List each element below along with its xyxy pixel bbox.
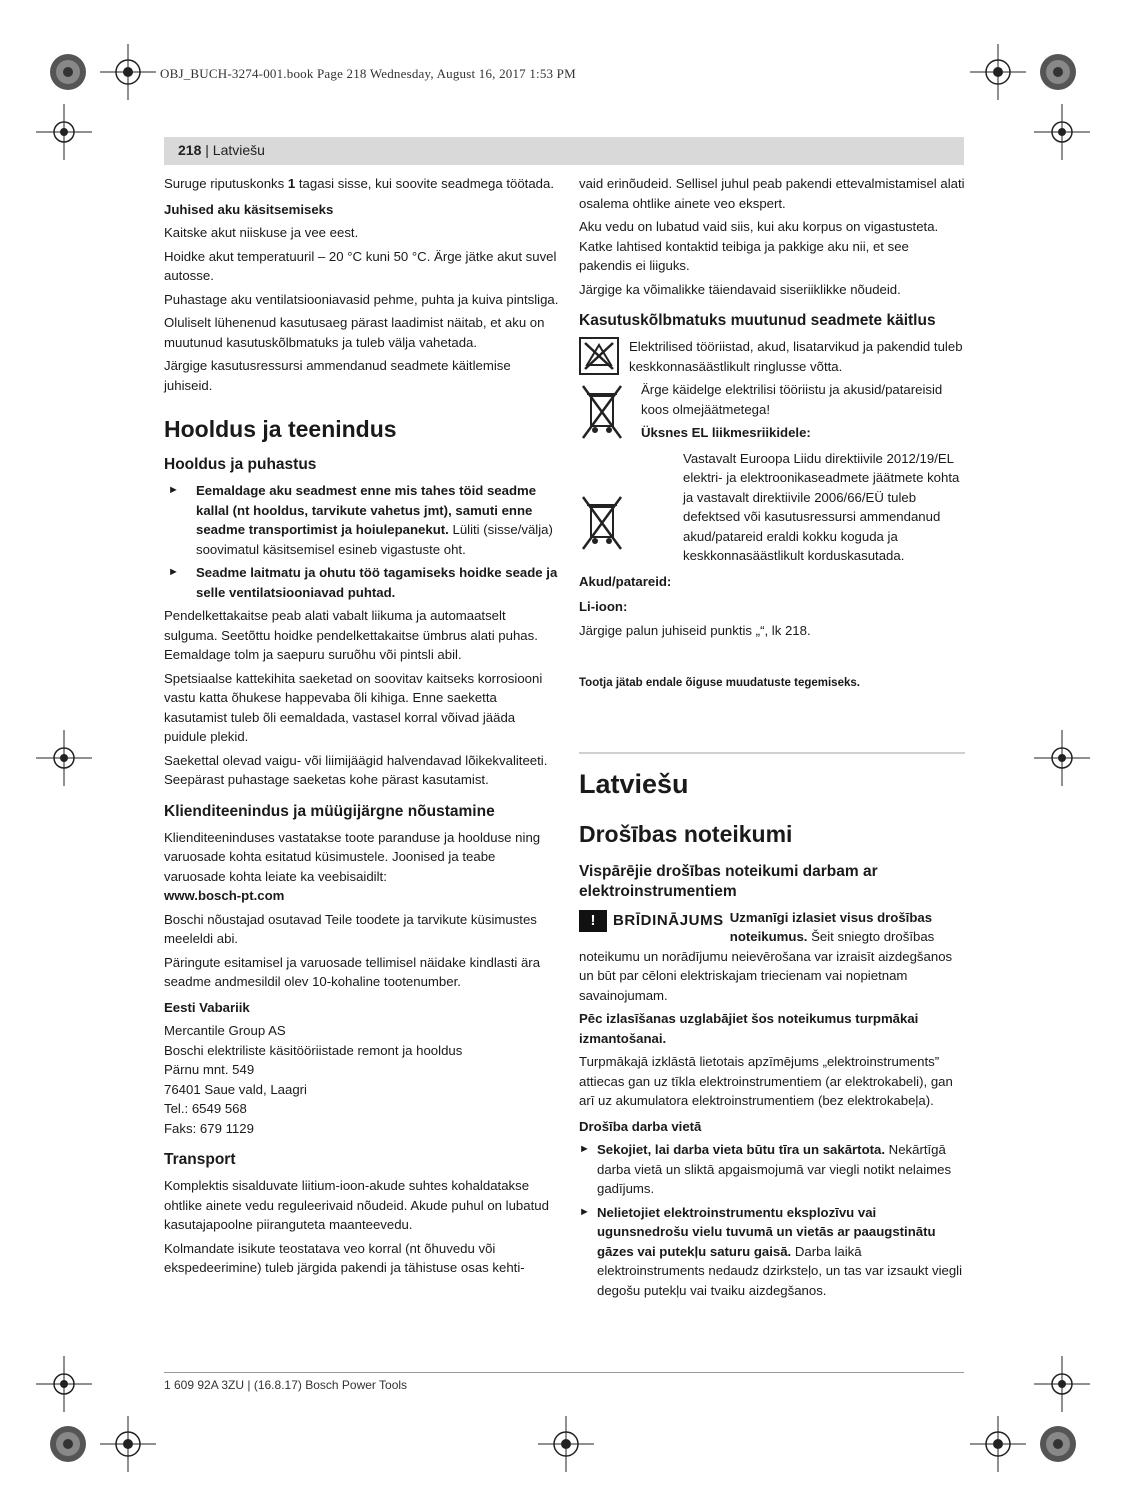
registration-mark-icon [36, 104, 92, 160]
footer: 1 609 92A 3ZU | (16.8.17) Bosch Power Tools [164, 1378, 408, 1392]
paragraph: vaid erinõudeid. Sellisel juhul peab pakendi ettevalmistamisel alati osalema ohtlike ainete veo ekspert. [579, 176, 965, 211]
registration-mark-icon [44, 48, 92, 96]
page-number: 218 [178, 142, 202, 158]
disposal-recycle: Elektrilised tööriistad, akud, lisatarvikud ja pakendid tuleb keskkonnasäästlikult ringlusse võtta. [579, 337, 965, 376]
right-column [579, 174, 965, 1304]
registration-mark-icon [1034, 104, 1090, 160]
paragraph: Saekettal olevad vaigu- või liimijäägid halvendavad lõikekvaliteeti. Seepärast puhastage saeketas kohe pärast kasutamist. [164, 752, 548, 787]
registration-mark-icon [970, 1416, 1026, 1472]
left-column [164, 174, 560, 1282]
paragraph: Boschi nõustajad osutavad Teile toodete ja tarvikute küsimustes meeleldi abi. [164, 911, 537, 946]
registration-mark-icon [970, 44, 1026, 100]
paragraph: Pēc izlasīšanas uzglabājiet šos noteikumus turpmākai izmantošanai. [579, 1011, 919, 1046]
header-text: 218 | Latviešu [178, 142, 265, 158]
disposal-bin: Ärge käidelge elektrilisi tööriistu ja akusid/patareisid koos olmejäätmetega! Üksnes EL liikmesriikidele: [579, 380, 965, 443]
registration-mark-icon [100, 44, 156, 100]
heading-workplace: Drošība darba vietā [579, 1118, 702, 1134]
heading-akud: Akud/patareid: [579, 573, 672, 589]
list-item: ► Nelietojiet elektroinstrumentu eksplozīvu vai ugunsnedrošu vielu tuvumā un vietās ar paaugstinātu gāzes vai putekļu saturu gaisā. Darba laikā elektroinstruments nedaudz dzirksteļo, un tas var izsaukt viegli degošu putekļu vai tvaiku aizdegšanos. [579, 1204, 963, 1298]
paragraph: Oluliselt lühenenud kasutusaeg pärast laadimist näitab, et aku on muutunud kasutuskõlbmatuks ja tuleb välja vahetada. [164, 315, 545, 350]
recycle-icon [579, 337, 619, 375]
crossed-bin-icon [579, 493, 625, 553]
paragraph: Aku vedu on lubatud vaid siis, kui aku korpus on vigastusteta. Katke lahtised kontaktid teibiga ja pakkige aku nii, et see pakendis ei liiguks. [579, 219, 939, 273]
registration-mark-icon [1034, 730, 1090, 786]
heading-country: Eesti Vabariik [164, 999, 250, 1015]
paragraph: Komplektis sisalduvate liitium-ioon-akude suhtes kohaldatakse ohtlike ainete vedu reguleerivaid nõudeid. Akude puhul on lubatud kasutajapoolne piiranguteta maanteevedu. [164, 1178, 549, 1232]
registration-mark-icon [36, 730, 92, 786]
website-link[interactable]: www.bosch-pt.com [164, 888, 285, 903]
registration-mark-icon [1034, 1356, 1090, 1412]
registration-mark-icon [538, 1416, 594, 1472]
registration-mark-icon [36, 1356, 92, 1412]
disposal-eu: Vastavalt Euroopa Liidu direktiivile 2012/19/EL elektri- ja elektroonikaseadmete jäätmete kohta ja vastavalt direktiivile 2006/66/EÜ tuleb defektsed või kasutusressursi ammendanud akud/patareid eraldi kokku koguda ja keskkonnasäästlikult korduskasutada. [579, 449, 965, 566]
section-rule [579, 752, 965, 754]
paragraph: Puhastage aku ventilatsiooniavasid pehme, puhta ja kuiva pintsliga. [164, 291, 559, 307]
registration-mark-icon [1034, 48, 1082, 96]
print-slug: OBJ_BUCH-3274-001.book Page 218 Wednesday, August 16, 2017 1:53 PM [160, 66, 576, 81]
paragraph: Hoidke akut temperatuuril – 20 °C kuni 50 °C. Ärge jätke akut suvel autosse. [164, 248, 557, 283]
paragraph: Spetsiaalse kattekihita saeketad on soovitav kaitseks korrosiooni vastu katta õhukese happevaba õli kihiga. Enne saeketta kasutamist tuleb õli eemaldada, vastasel korral võivad jääda puidule plekid. [164, 670, 543, 744]
warning-paragraph: ! BRĪDINĀJUMS Uzmanīgi izlasiet visus drošības noteikumus. Šeit sniegto drošības noteikumu un norādījumu neievērošana var izraisīt aizdegšanos un būt par cēloni elektriskajam triecienam vai nopietnam savainojumam. [579, 909, 953, 1003]
heading-safety: Drošības noteikumi [579, 820, 793, 847]
paragraph: Turpmākajā izklāstā lietotais apzīmējums „elektroinstruments” attiecas gan uz tīkla elektroinstrumentiem (ar elektrokabeli), gan arī uz akumulatora elektroinstrumentiem (bez elektrokabeļa). [579, 1054, 953, 1108]
list-item: ► Eemaldage aku seadmest enne mis tahes töid seadme kallal (nt hooldus, tarvikute vahetus jmt), samuti enne seadme transportimist ja hoiulepanekut. Lüliti (sisse/välja) soovimatul käsitsemisel esineb vigastuste oht. [168, 483, 553, 557]
warning-icon: ! [579, 910, 607, 932]
paragraph: Järgige palun juhiseid punktis „“, lk 218. [579, 622, 811, 638]
heading-transport: Transport [164, 1151, 236, 1168]
heading-liion: Li-ioon: [579, 599, 628, 614]
paragraph: Pendelkettakaitse peab alati vabalt liikuma ja automaatselt sulguma. Seetõttu hoidke pendelkettakaitse ümbrus alati puhas. Eemaldage tolm ja saepuru suruõhu või pintsli abil. [164, 608, 538, 662]
registration-mark-icon [44, 1420, 92, 1468]
paragraph: Klienditeeninduses vastatakse toote paranduse ja hoolduse ning varuosade kohta esitatud küsimustele. Joonised ja teabe varuosade kohta leiate ka veebisaidilt: www.bosch-pt.com [164, 829, 541, 903]
reserve-note: Tootja jätab endale õiguse muudatuste tegemiseks. [579, 677, 860, 689]
paragraph: Kaitske akut niiskuse ja vee eest. [164, 225, 359, 240]
footer-rule [164, 1372, 964, 1373]
list-item: ► Sekojiet, lai darba vieta būtu tīra un sakārtota. Nekārtīgā darba vietā un sliktā apgaismojumā var viegli notikt nelaimes gadījums. [579, 1142, 952, 1196]
warning-label: ! BRĪDINĀJUMS [579, 910, 724, 932]
paragraph: Päringute esitamisel ja varuosade tellimisel näidake kindlasti ära seadme andmesildil olev 10-kohaline tootenumber. [164, 954, 541, 989]
heading-clean: Hooldus ja puhastus [164, 456, 317, 473]
heading-battery: Juhised aku käsitsemiseks [164, 201, 334, 217]
language-title: Latviešu [579, 768, 689, 799]
heading-disposal: Kasutuskõlbmatuks muutunud seadmete käitlus [579, 312, 936, 329]
page-header [164, 137, 964, 165]
heading-customer: Klienditeenindus ja müügijärgne nõustamine [164, 802, 495, 820]
paragraph: Suruge riputuskonks 1 tagasi sisse, kui soovite seadmega töötada. [164, 176, 555, 191]
registration-mark-icon [1034, 1420, 1082, 1468]
section-name: Latviešu [212, 142, 265, 158]
heading-service: Hooldus ja teenindus [164, 416, 397, 442]
paragraph: Kolmandate isikute teostatava veo korral (nt õhuvedu või ekspedeerimine) tuleb järgida pakendi ja tähistuse osas kehti- [164, 1240, 525, 1275]
paragraph: Järgige ka võimalikke täiendavaid siseriiklikke nõudeid. [579, 281, 901, 297]
paragraph: Järgige kasutusressursi ammendanud seadmete käitlemise juhiseid. [164, 358, 511, 393]
list-item: ► Seadme laitmatu ja ohutu töö tagamiseks hoidke seade ja selle ventilatsiooniavad puhtad. [168, 565, 558, 600]
registration-mark-icon [100, 1416, 156, 1472]
heading-general: Vispārējie drošības noteikumi darbam ar elektroinstrumentiem [579, 862, 878, 900]
crossed-bin-icon [579, 382, 625, 442]
address-block: Mercantile Group AS Boschi elektriliste käsitööriistade remont ja hooldus Pärnu mnt. 549 76401 Saue vald, Laagri Tel.: 6549 568 Faks: 679 1129 [164, 1023, 463, 1136]
